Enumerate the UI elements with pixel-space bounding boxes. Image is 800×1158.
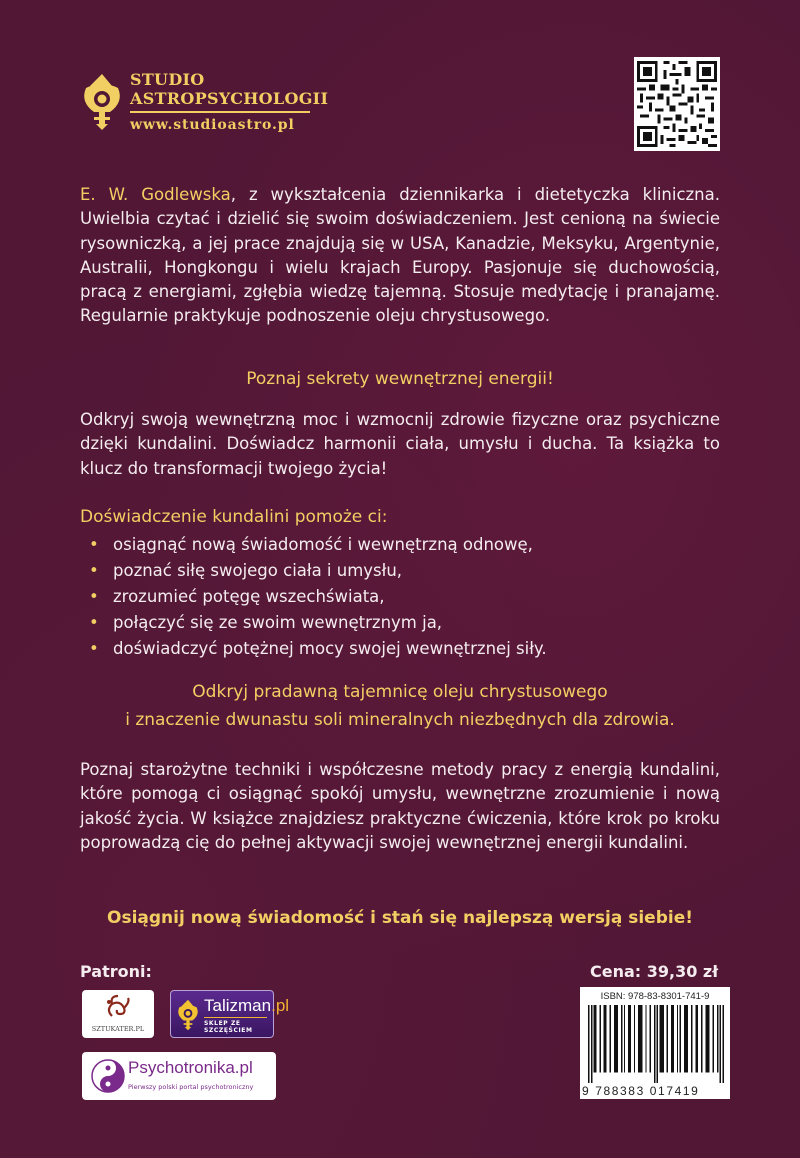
techniques-paragraph-text: Poznaj starożytne techniki i współczesne metody pracy z energią kundalini, które pomogą ci osiągnąć spokój umysłu, wewnętrzne zrozumienie i nową jakość życia. W książce znajdziesz praktyczne ćwiczenia, które krok po kroku poprowadzą cię do pełnej aktywacji swojej wewnętrznej energii kundalini. bbox=[80, 760, 720, 852]
psychotronika-name: Psychotronika.pl bbox=[128, 1058, 253, 1077]
benefits-list bbox=[80, 532, 720, 662]
section-heading-oil-line1: Odkryj pradawną tajemnicę oleju chrystusowego bbox=[192, 682, 608, 702]
author-name: E. W. Godlewska bbox=[80, 185, 231, 204]
publisher-name-line2: ASTROPSYCHOLOGII bbox=[130, 89, 329, 108]
bullet-icon: • bbox=[89, 613, 99, 632]
sztukater-ornament-icon bbox=[82, 990, 154, 1024]
talizman-divider bbox=[204, 1017, 267, 1018]
talizman-name: Talizman.pl bbox=[204, 996, 290, 1015]
talizman-slogan: SKLEP ZE SZCZĘŚCIEM bbox=[204, 1020, 253, 1034]
logo-divider bbox=[130, 111, 310, 113]
author-bio-text: , z wykształcenia dziennikarka i dietetyczka kliniczna. Uwielbia czytać i dzielić się swoim doświadczeniem. Jest cenioną na świecie rysowniczką, a jej prace znajdują się w USA, Kanadzie, Meksyku, Argentynie, Australii, Hongkongu i wielu krajach Europy. Pasjonuje się duchowością, pracą z energiami, zgłębia wiedzę tajemną. Stosuje medytację i pranajamę. Regularnie praktykuje podnoszenie oleju chrystusowego. bbox=[80, 185, 720, 326]
section-heading-oil-line2: i znaczenie dwunastu soli mineralnych niezbędnych dla zdrowia. bbox=[125, 710, 675, 730]
bullet-icon: • bbox=[89, 639, 99, 658]
author-bio bbox=[80, 183, 720, 329]
list-item: • zrozumieć potęgę wszechświata, bbox=[80, 584, 720, 610]
bullet-icon: • bbox=[89, 587, 99, 606]
list-item: • doświadczyć potężnej mocy swojej wewnętrznej siły. bbox=[80, 636, 720, 662]
section-heading-energy: Poznaj sekrety wewnętrznej energii! bbox=[246, 369, 554, 389]
section-heading-oil bbox=[80, 678, 720, 734]
qr-code[interactable] bbox=[634, 57, 720, 151]
sponsor-talizman[interactable] bbox=[170, 990, 290, 1038]
tagline: Osiągnij nową świadomość i stań się najlepszą wersją siebie! bbox=[107, 908, 693, 928]
sztukater-label: SZTUKATER.PL bbox=[91, 1025, 145, 1033]
astro-symbol-icon bbox=[80, 72, 124, 132]
psychotronika-slogan: Pierwszy polski portal psychotroniczny bbox=[128, 1083, 254, 1091]
publisher-name-line1: STUDIO bbox=[130, 70, 205, 89]
patrons-label: Patroni: bbox=[80, 962, 152, 981]
isbn-digits: 9 788383 017419 bbox=[582, 1084, 700, 1098]
list-item: • osiągnąć nową świadomość i wewnętrzną odnowę, bbox=[80, 532, 720, 558]
qr-code-icon bbox=[634, 57, 720, 151]
barcode-icon bbox=[588, 1005, 724, 1083]
publisher-url[interactable]: www.studioastro.pl bbox=[130, 117, 295, 133]
bullet-icon: • bbox=[89, 561, 99, 580]
yin-yang-icon bbox=[90, 1058, 126, 1094]
isbn-label: ISBN: 978-83-8301-741-9 bbox=[600, 991, 710, 1002]
intro-paragraph bbox=[80, 408, 720, 481]
sponsor-psychotronika[interactable] bbox=[82, 1052, 276, 1100]
publisher-logo bbox=[80, 66, 340, 136]
list-item: • poznać siłę swojego ciała i umysłu, bbox=[80, 558, 720, 584]
intro-paragraph-text: Odkryj swoją wewnętrzną moc i wzmocnij zdrowie fizyczne oraz psychiczne dzięki kundalini. Doświadcz harmonii ciała, umysłu i ducha. Ta książka to klucz do transformacji twojego życia! bbox=[80, 410, 720, 478]
list-item: • połączyć się ze swoim wewnętrznym ja, bbox=[80, 610, 720, 636]
benefits-heading: Doświadczenie kundalini pomoże ci: bbox=[80, 507, 388, 527]
techniques-paragraph bbox=[80, 758, 720, 855]
talizman-symbol-icon bbox=[176, 998, 200, 1032]
price-label: Cena: 39,30 zł bbox=[590, 962, 719, 981]
isbn-barcode bbox=[580, 987, 730, 1099]
sponsor-sztukater[interactable] bbox=[82, 990, 154, 1038]
bullet-icon: • bbox=[89, 535, 99, 554]
